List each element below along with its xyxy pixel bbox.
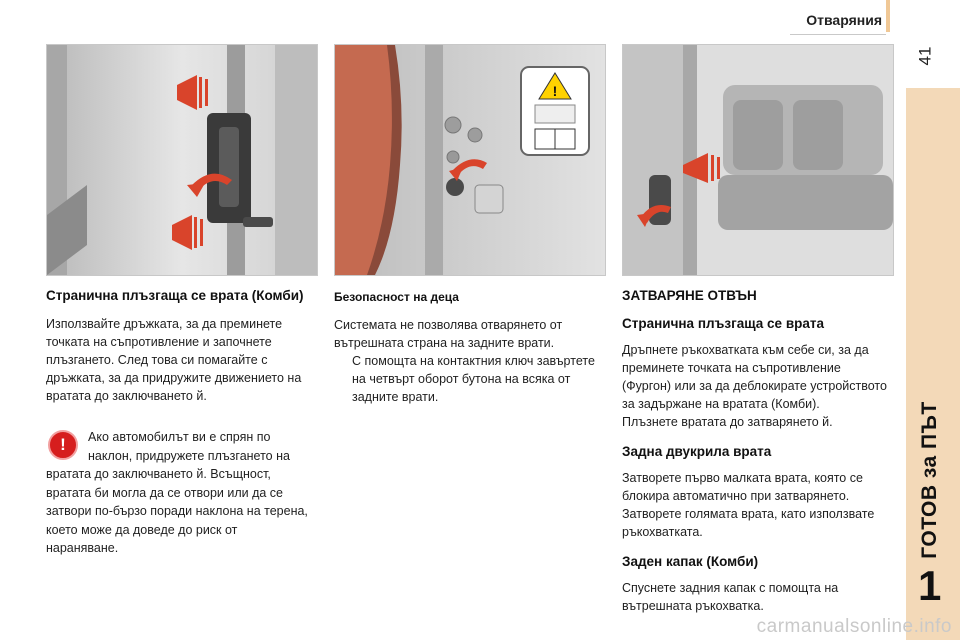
bullet-text: С помощта на контактния ключ завъртете на четвърт оборот бутона на всяка от задните врати. [352, 354, 595, 404]
bullet-item [334, 352, 602, 406]
warning-text: Ако автомобилът ви е спрян по наклон, придружете плъзгането на вратата до заключването й. Всъщност, вратата би могла да се отвори или да се затвори по-бързо поради наклона на терена, което може да доведе до риск от нараняване. [46, 430, 308, 555]
subsection-text: Спуснете задния капак с помощта на вътрешната ръкохватка. [622, 581, 839, 613]
column-child-safety [334, 288, 602, 406]
subsection-heading: Задна двукрила врата [622, 444, 772, 459]
column-sliding-door [46, 287, 318, 405]
header-divider [790, 34, 886, 35]
header-accent-tab [886, 0, 890, 32]
page-number: 41 [915, 46, 935, 66]
subsection-heading: Странична плъзгаща се врата [622, 316, 824, 331]
sliding-door-handle-photo [46, 44, 318, 276]
body-paragraph: Използвайте дръжката, за да преминете точката на съпротивление и започнете плъзгането. След това си помагайте с дръжката, за да придружите движението на вратата до заключването й. [46, 317, 302, 403]
closing-from-outside-photo [622, 44, 894, 276]
svg-text:!: ! [552, 83, 558, 99]
chapter-title: ГОТОВ за ПЪТ [918, 401, 941, 559]
chapter-number: 1 [918, 562, 942, 609]
subsection-heading: Заден капак (Комби) [622, 554, 759, 569]
section-title: Отваряния [806, 12, 882, 28]
watermark: carmanualsonline.info [756, 616, 952, 637]
chapter-side-tab [906, 88, 960, 640]
exclamation-circle-icon: ! [48, 430, 78, 460]
subsection-text: Затворете първо малката врата, която се блокира автоматично при затварянето. Затворете голямата врата, като използвате ръкохватката. [622, 471, 875, 539]
section-heading: Безопасност на деца [334, 290, 459, 304]
section-heading: Странична плъзгаща се врата (Комби) [46, 288, 304, 303]
key-bullet-icon [334, 352, 352, 406]
body-paragraph: Системата не позволява отварянето от вътрешната страна на задните врати. [334, 318, 563, 350]
subsection-text: Дръпнете ръкохватката към себе си, за да преминете точката на съпротивление (Фургон) или за да деблокирате устройството за задържане на вратата (Комби). Плъзнете вратата до затварянето й. [622, 343, 887, 429]
column-closing-outside [622, 287, 892, 615]
child-safety-lock-photo [334, 44, 606, 276]
main-heading: ЗАТВАРЯНЕ ОТВЪН [622, 288, 757, 303]
warning-note [46, 428, 308, 558]
